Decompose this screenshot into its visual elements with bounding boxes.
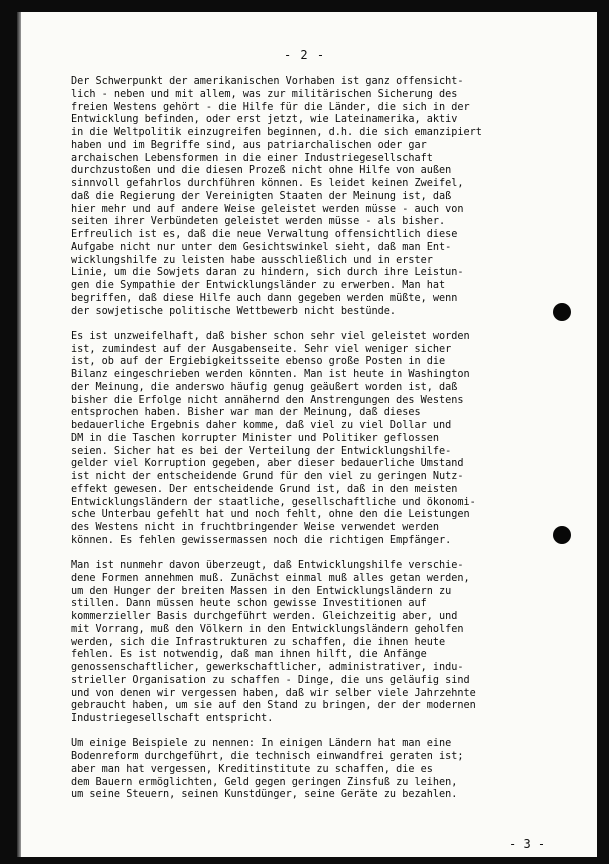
text-line: DM in die Taschen korrupter Minister und Politiker geflossen bbox=[71, 432, 440, 444]
body-text bbox=[71, 76, 563, 802]
text-line: kommerzieller Basis durchgeführt werden. Gleichzeitig aber, und bbox=[71, 611, 458, 622]
text-line: lich - neben und mit allem, was zur militärischen Sicherung des bbox=[71, 88, 458, 100]
text-line: ist, zumindest auf der Ausgabenseite. Sehr viel weniger sicher bbox=[71, 343, 452, 355]
punch-hole-bottom bbox=[553, 526, 571, 544]
text-line: fehlen. Es ist notwendig, daß man ihnen hilft, die Anfänge bbox=[71, 649, 427, 661]
paragraph bbox=[71, 331, 563, 548]
text-line: Es ist unzweifelhaft, daß bisher schon sehr viel geleistet worden bbox=[71, 330, 470, 342]
text-line: um seine Steuern, seinen Kunstdünger, seine Geräte zu bezahlen. bbox=[71, 789, 458, 801]
text-line: gebraucht haben, um sie auf den Stand zu bringen, der der modernen bbox=[71, 700, 476, 712]
text-line: Entwicklung befinden, oder erst jetzt, wie Lateinamerika, aktiv bbox=[71, 114, 458, 126]
text-line: wicklungshilfe zu leisten habe ausschließlich und in erster bbox=[71, 254, 433, 266]
text-line: Erfreulich ist es, daß die neue Verwaltung offensichtlich diese bbox=[71, 229, 458, 240]
text-line: können. Es fehlen gewissermassen noch die richtigen Empfänger. bbox=[71, 534, 452, 546]
text-line: sche Unterbau gefehlt hat und noch fehlt, ohne den die Leistungen bbox=[71, 509, 470, 521]
text-line: freien Westens gehört - die Hilfe für die Länder, die sich in der bbox=[71, 101, 470, 113]
punch-hole-top bbox=[553, 303, 571, 321]
text-line: und von denen wir vergessen haben, daß wir selber viele Jahrzehnte bbox=[71, 687, 476, 699]
text-line: des Westens nicht in fruchtbringender Weise verwendet werden bbox=[71, 522, 440, 533]
text-line: Bilanz eingeschrieben werden könnten. Man ist heute in Washington bbox=[71, 369, 470, 380]
text-line: sinnvoll gefahrlos durchführen können. Es leidet keinen Zweifel, bbox=[71, 178, 464, 189]
text-line: werden, sich die Infrastrukturen zu schaffen, die ihnen heute bbox=[71, 636, 446, 648]
text-line: dem Bauern ermöglichten, Geld gegen geringen Zinsfuß zu leihen, bbox=[71, 776, 458, 788]
text-line: Man ist nunmehr davon überzeugt, daß Entwicklungshilfe verschie- bbox=[71, 560, 464, 571]
paragraph bbox=[71, 738, 563, 802]
text-line: archaischen Lebensformen in die einer Industriegesellschaft bbox=[71, 152, 433, 164]
text-line: genossenschaftlicher, gewerkschaftlicher, administrativer, indu- bbox=[71, 662, 464, 673]
text-line: Bodenreform durchgeführt, die technisch einwandfrei geraten ist; bbox=[71, 751, 464, 762]
next-page-marker: - 3 - bbox=[509, 837, 546, 851]
text-line: Linie, um die Sowjets daran zu hindern, sich durch ihre Leistun- bbox=[71, 267, 464, 279]
text-line: seien. Sicher hat es bei der Verteilung der Entwicklungshilfe- bbox=[71, 445, 452, 457]
text-line: Entwicklungsländern der staatliche, gesellschaftliche und ökonomi- bbox=[71, 496, 476, 508]
text-line: strieller Organisation zu schaffen - Dinge, die uns geläufig sind bbox=[71, 674, 470, 686]
text-line: der sowjetische politische Wettbewerb nicht bestünde. bbox=[71, 305, 397, 317]
text-line: begriffen, daß diese Hilfe auch dann gegeben werden müßte, wenn bbox=[71, 292, 458, 304]
text-line: aber man hat vergessen, Kreditinstitute zu schaffen, die es bbox=[71, 763, 433, 775]
text-line: Industriegesellschaft entspricht. bbox=[71, 713, 274, 724]
text-line: durchzustoßen und die diesen Prozeß nicht ohne Hilfe von außen bbox=[71, 165, 452, 177]
text-line: ist, ob auf der Ergiebigkeitsseite ebenso große Posten in die bbox=[71, 356, 446, 368]
text-line: dene Formen annehmen muß. Zunächst einmal muß alles getan werden, bbox=[71, 572, 470, 584]
page-number: - 2 - bbox=[283, 48, 326, 62]
text-line: Der Schwerpunkt der amerikanischen Vorhaben ist ganz offensicht- bbox=[71, 76, 464, 87]
text-line: daß die Regierung der Vereinigten Staaten der Meinung ist, daß bbox=[71, 190, 452, 202]
paragraph bbox=[71, 560, 563, 726]
text-line: mit Vorrang, muß den Völkern in den Entwicklungsländern geholfen bbox=[71, 623, 464, 635]
text-line: stillen. Dann müssen heute schon gewisse Investitionen auf bbox=[71, 598, 427, 610]
text-line: um den Hunger der breiten Massen in den Entwicklungsländern zu bbox=[71, 585, 452, 597]
text-line: bedauerliche Ergebnis daher komme, daß viel zu viel Dollar und bbox=[71, 420, 452, 431]
text-line: in die Weltpolitik einzugreifen beginnen, d.h. die sich emanzipiert bbox=[71, 127, 482, 138]
text-line: Aufgabe nicht nur unter dem Gesichtswinkel sieht, daß man Ent- bbox=[71, 241, 452, 253]
text-line: haben und im Begriffe sind, aus patriarchalischen oder gar bbox=[71, 139, 427, 151]
text-line: effekt gewesen. Der entscheidende Grund ist, daß in den meisten bbox=[71, 483, 458, 495]
text-line: bisher die Erfolge nicht annähernd den Anstrengungen des Westens bbox=[71, 394, 464, 406]
text-line: gelder viel Korruption gegeben, aber dieser bedauerliche Umstand bbox=[71, 458, 464, 470]
page-shadow-edge bbox=[17, 12, 21, 857]
text-line: ist nicht der entscheidende Grund für den viel zu geringen Nutz- bbox=[71, 471, 464, 482]
paragraph bbox=[71, 76, 563, 318]
text-line: der Meinung, die anderswo häufig genug geäußert worden ist, daß bbox=[71, 381, 458, 393]
text-line: seiten ihrer Verbündeten geleistet werden müsse - als bisher. bbox=[71, 216, 446, 228]
text-line: gen die Sympathie der Entwicklungsländer zu erwerben. Man hat bbox=[71, 280, 446, 291]
text-line: entsprochen haben. Bisher war man der Meinung, daß dieses bbox=[71, 407, 421, 419]
text-line: Um einige Beispiele zu nennen: In einigen Ländern hat man eine bbox=[71, 738, 452, 750]
text-line: hier mehr und auf andere Weise geleistet werden müsse - auch von bbox=[71, 203, 464, 215]
